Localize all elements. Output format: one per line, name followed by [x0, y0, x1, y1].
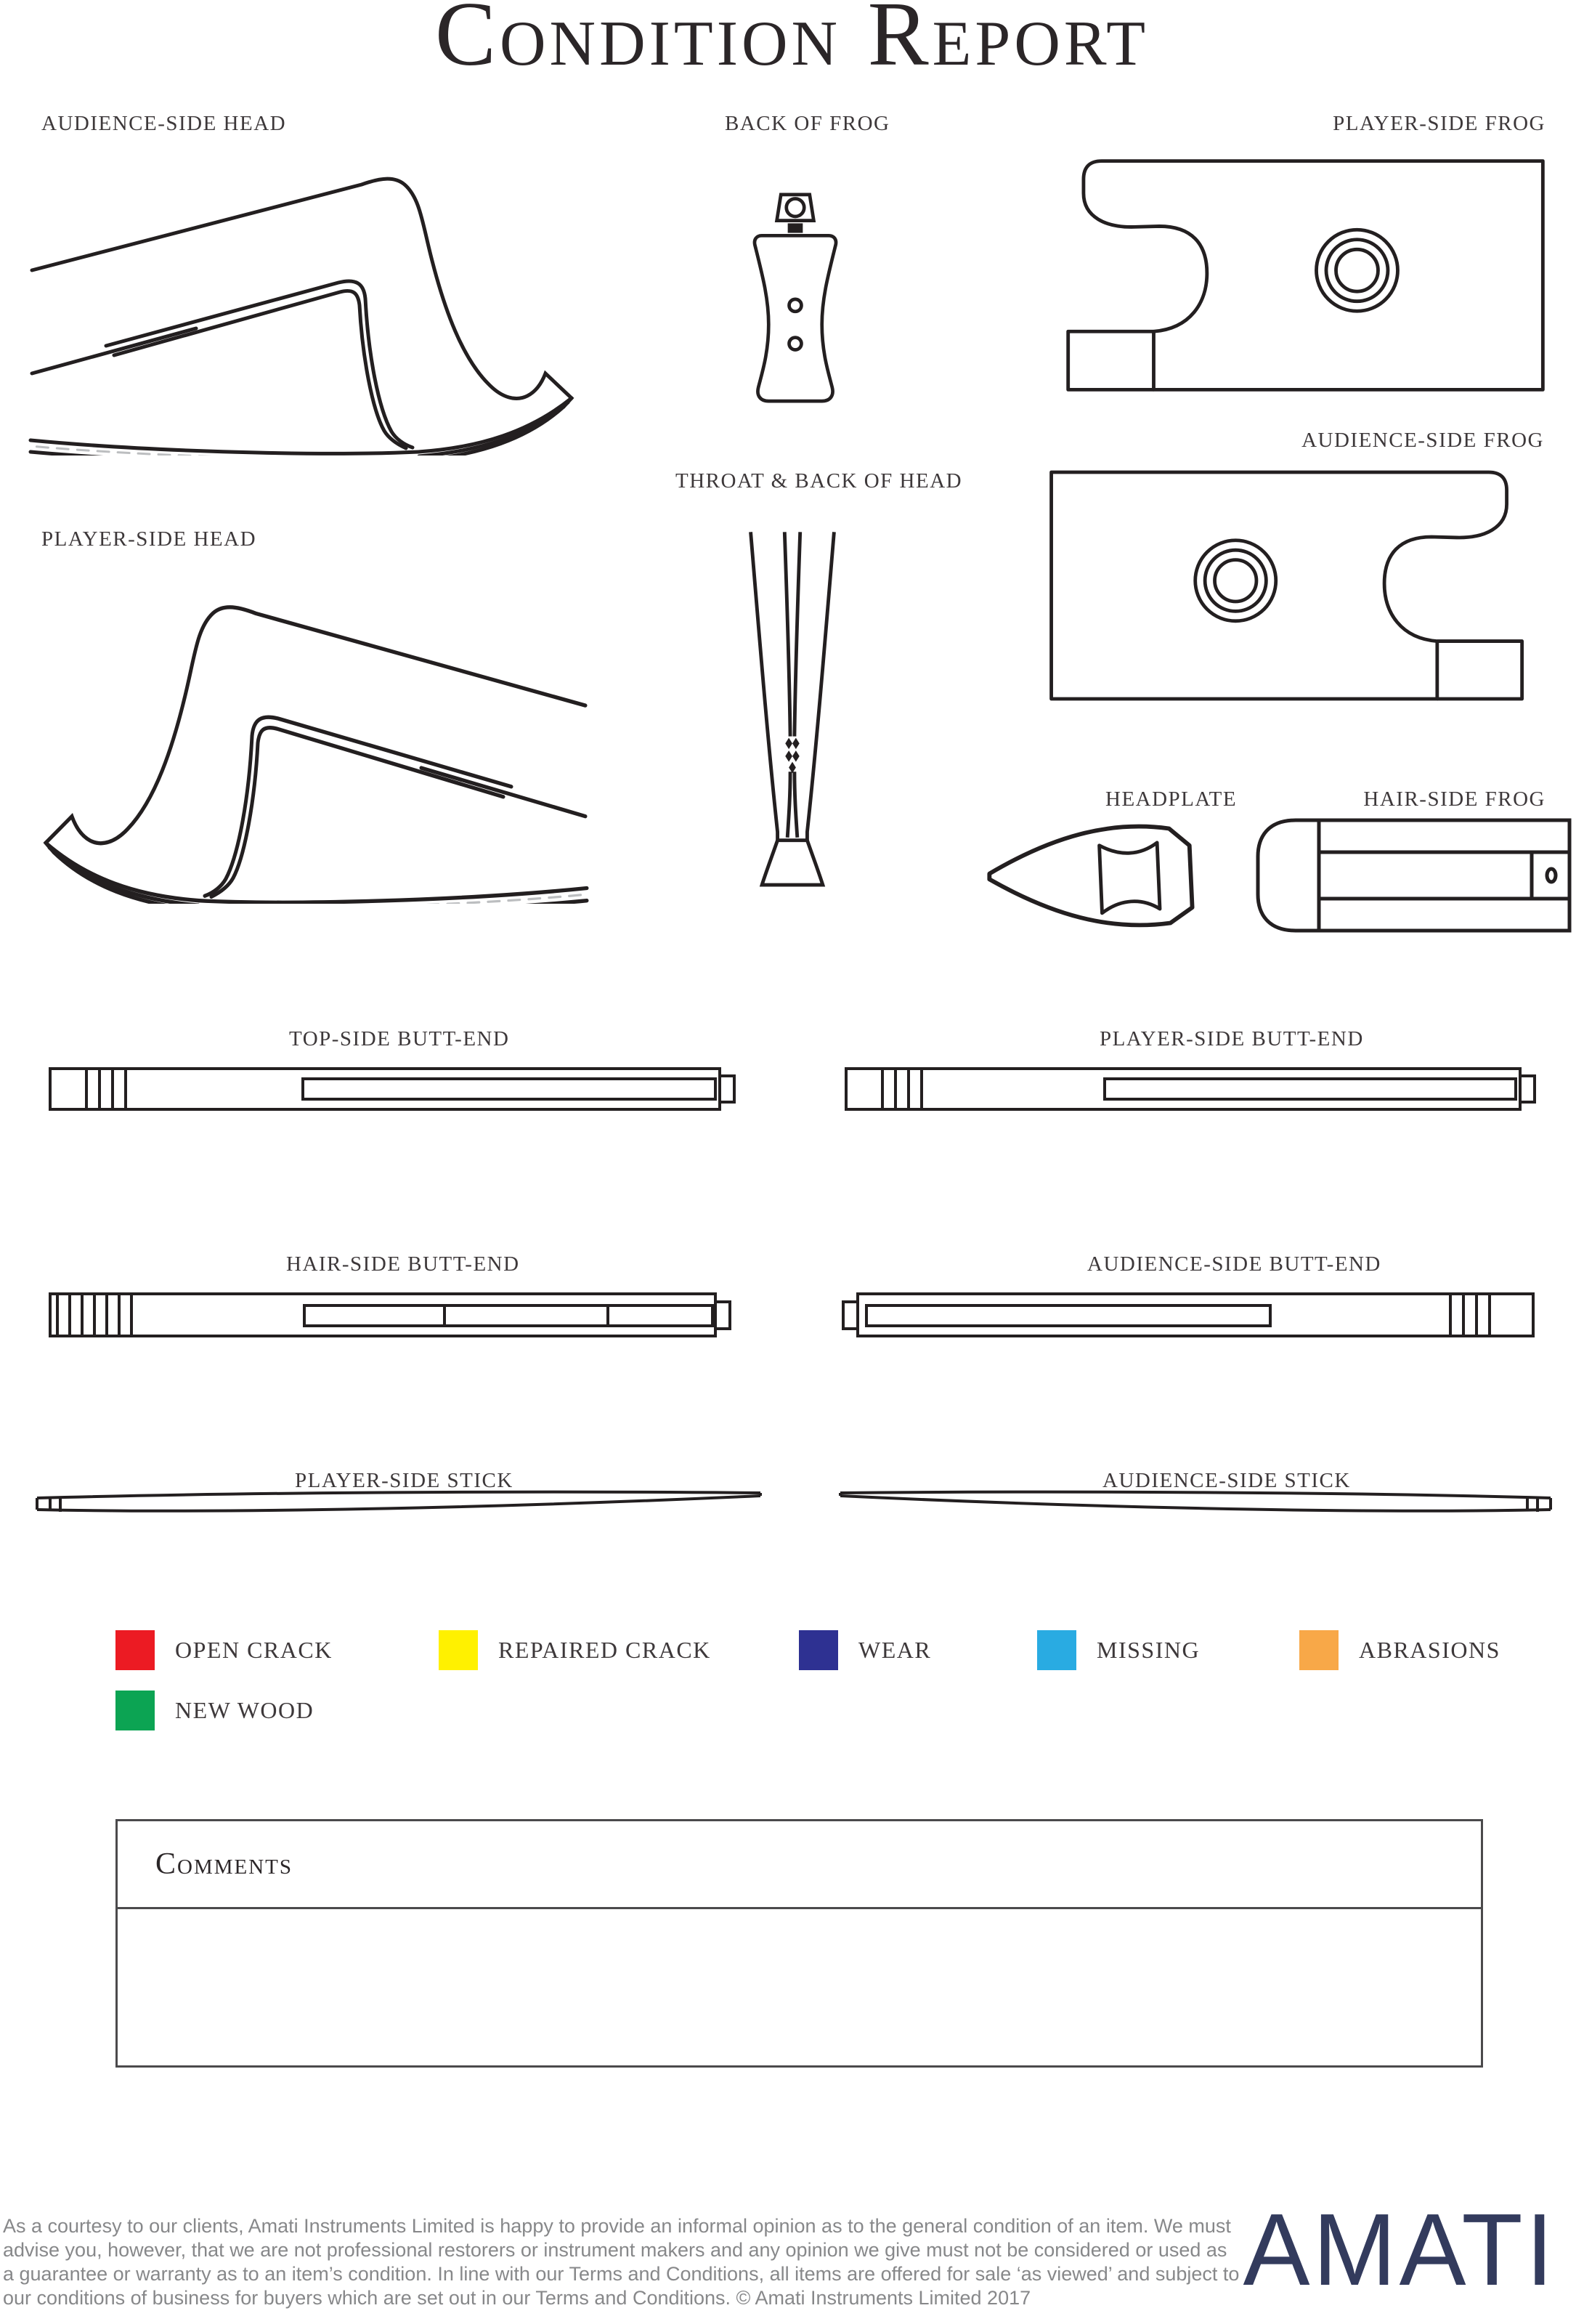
back-of-frog-diagram	[737, 189, 853, 418]
audience-side-butt-end-diagram	[842, 1287, 1538, 1344]
label-audience-side-head: AUDIENCE-SIDE HEAD	[41, 112, 287, 135]
label-back-of-frog: BACK OF FROG	[725, 112, 890, 135]
legend-item-missing	[1037, 1629, 1200, 1670]
legend-item-repaired-crack	[439, 1629, 711, 1670]
repaired-crack-swatch	[439, 1630, 478, 1670]
player-side-frog-diagram	[1041, 148, 1550, 402]
legend-item-abrasions	[1299, 1629, 1500, 1670]
disclaimer-line: As a courtesy to our clients, Amati Instruments Limited is happy to provide an informal opinion as to the general condition of an item. We must	[3, 2215, 1231, 2237]
label-audience-side-butt-end: AUDIENCE-SIDE BUTT-END	[1087, 1252, 1381, 1276]
hair-side-frog-diagram	[1252, 817, 1572, 934]
new-wood-swatch	[115, 1691, 155, 1730]
disclaimer-line: our conditions of business for buyers which are set out in our Terms and Conditions. © Amati Instruments Limited 2017	[3, 2287, 1031, 2309]
hair-side-butt-end-diagram	[49, 1287, 734, 1344]
missing-swatch	[1037, 1630, 1076, 1670]
headplate-diagram	[970, 817, 1210, 934]
disclaimer-text	[3, 2214, 1239, 2310]
player-side-stick-diagram	[30, 1489, 765, 1518]
legend-label: NEW WOOD	[175, 1696, 314, 1723]
legend-label: REPAIRED CRACK	[498, 1636, 711, 1663]
label-player-side-frog: PLAYER-SIDE FROG	[1333, 112, 1546, 135]
page-title: Condition Report	[434, 0, 1150, 85]
player-side-head-diagram	[22, 568, 596, 904]
label-player-side-butt-end: PLAYER-SIDE BUTT-END	[1100, 1027, 1364, 1050]
disclaimer-line: advise you, however, that we are not professional restorers or instrument makers and any opinion we give must not be considered or used as	[3, 2239, 1227, 2261]
label-top-side-butt-end: TOP-SIDE BUTT-END	[289, 1027, 510, 1050]
comments-input[interactable]	[118, 1909, 1481, 2065]
top-side-butt-end-diagram	[49, 1063, 736, 1116]
label-player-side-stick: PLAYER-SIDE STICK	[295, 1469, 513, 1492]
legend-label: OPEN CRACK	[175, 1636, 333, 1663]
legend-item-open-crack	[115, 1629, 333, 1670]
label-throat-and-back-of-head: THROAT & BACK OF HEAD	[675, 469, 963, 493]
legend-label: ABRASIONS	[1359, 1636, 1500, 1663]
label-headplate: HEADPLATE	[1105, 788, 1238, 811]
comments-section	[115, 1819, 1483, 2068]
comments-header	[118, 1821, 1481, 1909]
label-audience-side-frog: AUDIENCE-SIDE FROG	[1301, 429, 1544, 452]
legend-item-wear	[799, 1629, 931, 1670]
legend-label: WEAR	[858, 1636, 932, 1663]
audience-side-head-diagram	[22, 142, 596, 456]
audience-side-stick-diagram	[836, 1489, 1558, 1518]
wear-swatch	[799, 1630, 838, 1670]
throat-and-back-of-head-diagram	[739, 525, 845, 902]
audience-side-frog-diagram	[1044, 462, 1548, 709]
legend-item-new-wood	[115, 1690, 314, 1730]
label-audience-side-stick: AUDIENCE-SIDE STICK	[1102, 1469, 1351, 1492]
comments-heading: Comments	[155, 1847, 293, 1881]
abrasions-swatch	[1299, 1630, 1339, 1670]
label-player-side-head: PLAYER-SIDE HEAD	[41, 527, 257, 551]
label-hair-side-butt-end: HAIR-SIDE BUTT-END	[286, 1252, 520, 1276]
legend-label: MISSING	[1097, 1636, 1201, 1663]
open-crack-swatch	[115, 1630, 155, 1670]
amati-logo: AMATI	[1243, 2193, 1556, 2307]
label-hair-side-frog: HAIR-SIDE FROG	[1363, 788, 1546, 811]
disclaimer-line: a guarantee or warranty as to an item’s condition. In line with our Terms and Conditions, all items are offered for sale ‘as viewed’ and subject to	[3, 2263, 1240, 2285]
player-side-butt-end-diagram	[845, 1063, 1538, 1116]
